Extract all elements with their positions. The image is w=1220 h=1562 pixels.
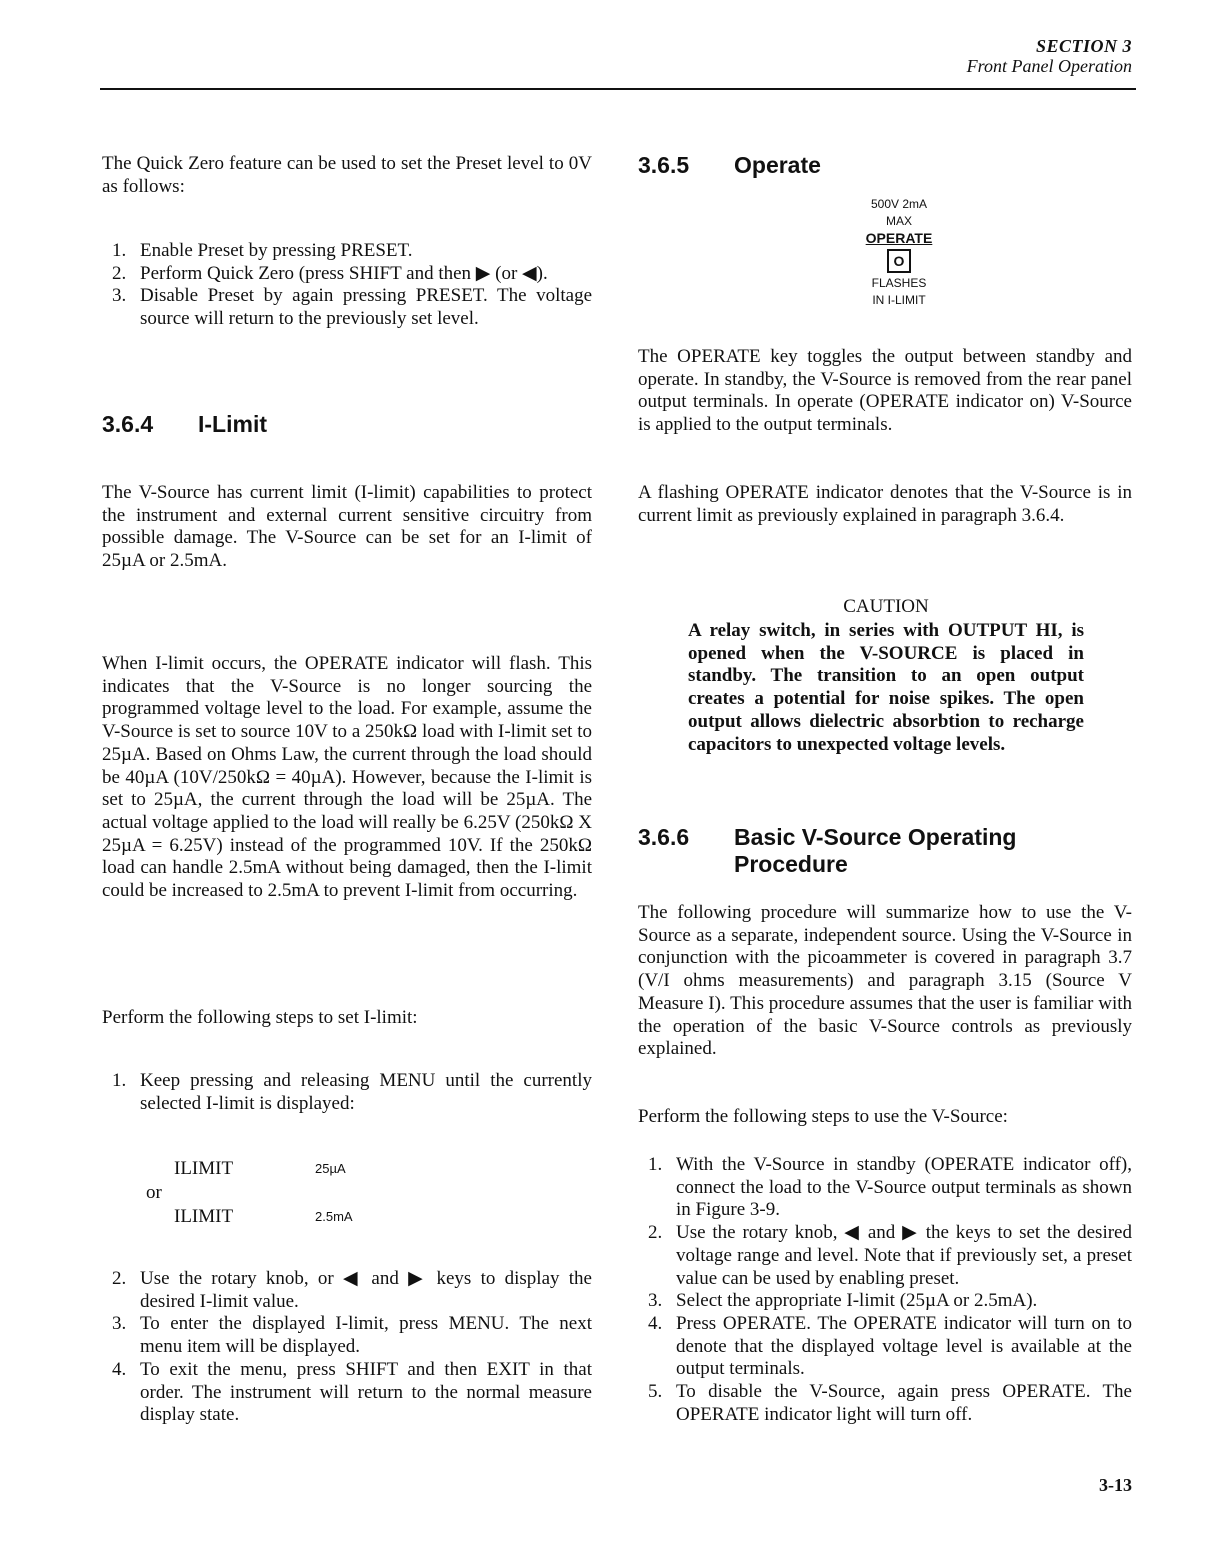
list-item: 3. Disable Preset by again pressing PRESET. The voltage source will return to the previously set level. xyxy=(112,285,592,330)
section-heading-ilimit: 3.6.4 I-Limit xyxy=(102,411,267,437)
list-item: 4. Press OPERATE. The OPERATE indicator will turn on to denote that the displayed voltage level is available at the output terminals. xyxy=(648,1312,1132,1380)
figure-in-ilimit: IN I-LIMIT xyxy=(872,293,926,307)
display-label: ILIMIT xyxy=(174,1158,234,1179)
figure-flashes: FLASHES xyxy=(871,276,927,290)
section-label: SECTION 3 xyxy=(1035,36,1132,56)
operate-paragraph-2: A flashing OPERATE indicator denotes that the V-Source is in current limit as previously explained in paragraph 3.6.4. xyxy=(638,482,1132,526)
list-item: 2. Use the rotary knob, or ◀ and ▶ keys to display the desired I-limit value. xyxy=(112,1268,592,1312)
caution-text: A relay switch, in series with OUTPUT HI, is opened when the V-SOURCE is placed in standby. The transition to an open output creates a potential for noise spikes. The open output allows dielectric absorbtion to recharge capacitors to unexpected voltage levels. xyxy=(688,620,1084,755)
ilimit-step-1 xyxy=(102,1070,592,1115)
display-or: or xyxy=(146,1182,162,1203)
section-subtitle: Front Panel Operation xyxy=(966,56,1132,76)
list-item: 4. To exit the menu, press SHIFT and then EXIT in that order. The instrument will return to the normal measure display state. xyxy=(112,1358,592,1426)
figure-max: MAX xyxy=(885,214,912,228)
display-value: 2.5mA xyxy=(315,1209,353,1224)
ilimit-paragraph-2: When I-limit occurs, the OPERATE indicator will flash. This indicates that the V-Source is no longer sourcing the programmed voltage level to the load. For example, assume the V-Source is set to source 10V to a 250kΩ load with I-limit set to 25µA. Based on Ohms Law, the current through the load should be 40µA (10V/250kΩ = 40µA). However, because the I-limit is set to 25µA, the current through the load will be 25µA. The actual voltage applied to the load will really be 6.25V (250kΩ X 25µA = 6.25V) instead of the programmed 10V. If the 250kΩ load can handle 2.5mA without being damaged, then the I-limit could be increased to 2.5mA to prevent I-limit from occurring. xyxy=(102,653,592,902)
ilimit-display-examples xyxy=(102,1158,592,1228)
list-item: 1. With the V-Source in standby (OPERATE indicator off), connect the load to the V-Source output terminals as shown in Figure 3-9. xyxy=(648,1154,1132,1221)
procedure-paragraph-1: The following procedure will summarize how to use the V-Source as a separate, independent source. Using the V-Source in conjunction with the picoammeter is covered in paragraph 3.7 (V/I ohms measurements) and paragraph 3.15 (Source V Measure I). This procedure assumes that the user is familiar with the operation of the basic V-Source controls as previously explained. xyxy=(638,902,1132,1060)
ilimit-paragraph-1: The V-Source has current limit (I-limit) capabilities to protect the instrument and external current sensitive circuitry from possible damage. The V-Source can be set for an I-limit of 25µA or 2.5mA. xyxy=(102,482,592,572)
header-rule xyxy=(100,88,1136,90)
ilimit-steps-rest xyxy=(102,1268,592,1427)
quickzero-intro: The Quick Zero feature can be used to set the Preset level to 0V as follows: xyxy=(102,153,592,197)
list-item: 3. To enter the displayed I-limit, press MENU. The next menu item will be displayed. xyxy=(112,1313,592,1358)
list-item: 2. Use the rotary knob, ◀ and ▶ the keys to set the desired voltage range and level. Note that if previously set, a preset value can be used by enabling preset. xyxy=(648,1222,1132,1289)
section-heading-procedure: 3.6.6 Basic V-Source Operating Procedure xyxy=(638,824,1017,877)
figure-rating: 500V 2mA xyxy=(870,197,928,211)
ilimit-paragraph-3: Perform the following steps to set I-limit: xyxy=(102,1007,418,1028)
operate-paragraph-1: The OPERATE key toggles the output between standby and operate. In standby, the V-Source is removed from the rear panel output terminals. In operate (OPERATE indicator on) V-Source is applied to the output terminals. xyxy=(638,346,1132,436)
procedure-paragraph-2: Perform the following steps to use the V-Source: xyxy=(638,1106,1008,1127)
operate-key-figure xyxy=(836,196,962,309)
caution-title: CAUTION xyxy=(843,596,929,617)
list-item: 1. Enable Preset by pressing PRESET. xyxy=(112,240,413,261)
operate-key-label: OPERATE xyxy=(865,230,933,246)
display-label: ILIMIT xyxy=(174,1206,234,1227)
page-number: 3-13 xyxy=(1099,1475,1132,1495)
section-heading-operate: 3.6.5 Operate xyxy=(638,152,821,178)
list-item: 3. Select the appropriate I-limit (25µA or 2.5mA). xyxy=(648,1290,1038,1312)
quickzero-steps xyxy=(102,240,592,331)
list-item: 5. To disable the V-Source, again press OPERATE. The OPERATE indicator light will turn off. xyxy=(648,1381,1132,1425)
operate-key-icon: O xyxy=(887,249,911,273)
procedure-steps xyxy=(638,1154,1132,1426)
display-value: 25µA xyxy=(315,1161,346,1176)
list-item: 1. Keep pressing and releasing MENU until the currently selected I-limit is displayed: xyxy=(112,1070,592,1114)
list-item: 2. Perform Quick Zero (press SHIFT and then ▶ (or ◀). xyxy=(112,262,548,284)
